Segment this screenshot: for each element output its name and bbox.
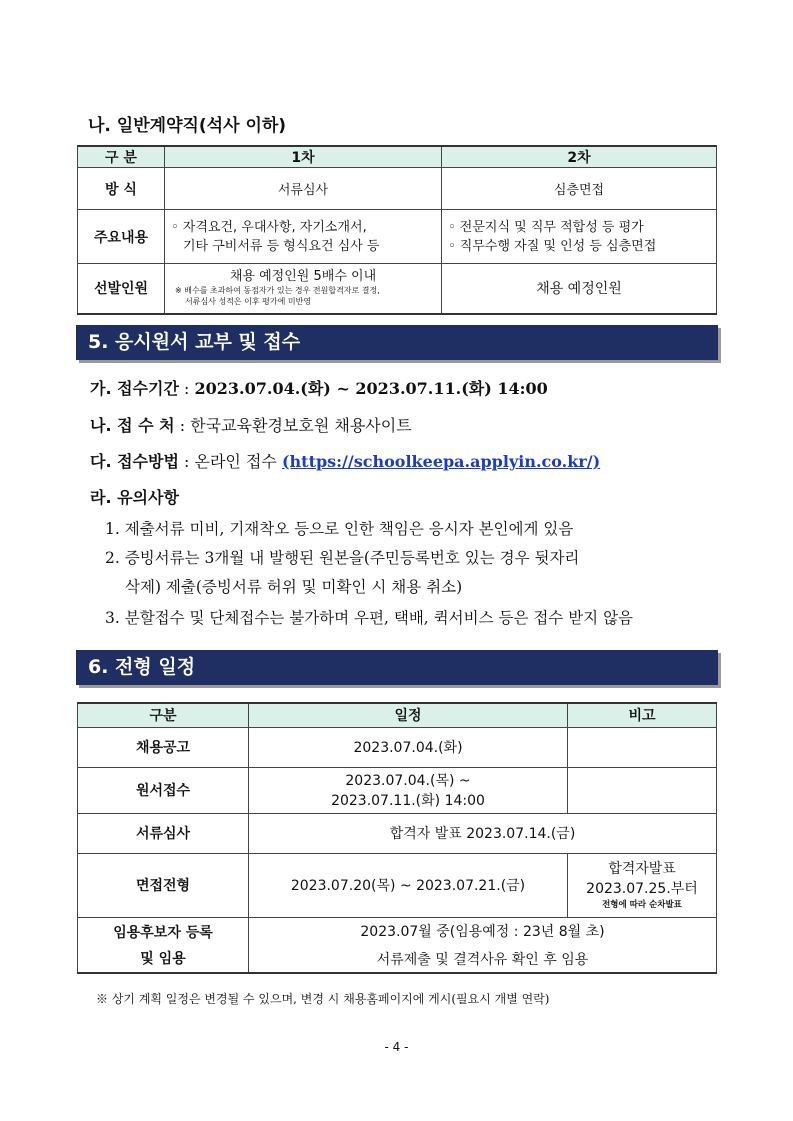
row-label: 원서접수 xyxy=(78,767,249,813)
section-banner-6: 6. 전형 일정 xyxy=(76,650,718,685)
section-heading: 나. 일반계약직(석사 이하) xyxy=(88,116,287,136)
row-label xyxy=(78,917,249,973)
row-label: 주요내용 xyxy=(78,210,165,264)
section-banner-5: 5. 응시원서 교부 및 접수 xyxy=(76,325,718,360)
apply-method-value: 온라인 접수 xyxy=(194,452,277,471)
table1-header: 1차 xyxy=(165,146,442,168)
table2-header: 구분 xyxy=(78,703,249,727)
note-item: 3. 분할접수 및 단체접수는 불가하며 우편, 택배, 퀵서비스 등은 접수 받지 않음 xyxy=(105,609,634,627)
cell-line: 2023.07.25.부터 xyxy=(586,881,698,897)
cell-line: 2023.07.04.(목) ~ xyxy=(345,773,471,789)
row-label: 선발인원 xyxy=(78,264,165,314)
cell-note: 서류심사 성적은 이후 평가에 미반영 xyxy=(185,297,312,307)
table-cell: 2023.07.20(목) ~ 2023.07.21.(금) xyxy=(249,853,568,917)
note-item: 삭제) 제출(증빙서류 허위 및 미확인 시 채용 취소) xyxy=(125,578,463,596)
table-cell xyxy=(568,727,717,767)
table-cell xyxy=(165,210,442,264)
schedule-table xyxy=(77,702,717,974)
apply-method: 다. 접수방법 : 온라인 접수 (https://schoolkeepa.applyin.co.kr/) xyxy=(90,452,601,471)
apply-place-label: 나. 접 수 처 xyxy=(90,416,175,435)
table-cell: 2023.07.04.(화) xyxy=(249,727,568,767)
apply-place-value: 한국교육환경보호원 채용사이트 xyxy=(190,416,412,435)
table-cell xyxy=(165,264,442,314)
cell-line: 2023.07월 중(임용예정 : 23년 8월 초) xyxy=(360,923,605,940)
apply-place: 나. 접 수 처 : 한국교육환경보호원 채용사이트 xyxy=(90,416,412,435)
notes-heading xyxy=(90,485,179,508)
cell-line: 서류제출 및 결격사유 확인 후 임용 xyxy=(376,951,589,968)
cell-line: 2023.07.11.(화) 14:00 xyxy=(331,793,485,809)
cell-line: 및 임용 xyxy=(140,950,186,967)
note-item: 2. 증빙서류는 3개월 내 발행된 원본을(주민등록번호 있는 경우 뒷자리 xyxy=(105,549,580,567)
cell-line: 합격자발표 xyxy=(608,861,676,877)
apply-period: 가. 접수기간 : 2023.07.04.(화) ~ 2023.07.11.(화) 14:00 xyxy=(90,379,548,398)
notes-heading-label: 라. 유의사항 xyxy=(90,488,179,507)
apply-period-label: 가. 접수기간 xyxy=(90,379,179,398)
row-label: 서류심사 xyxy=(78,813,249,853)
cell-note: 전형에 따라 순차발표 xyxy=(602,900,682,910)
table-cell xyxy=(568,853,717,917)
footnote: ※ 상기 계획 일정은 변경될 수 있으며, 변경 시 채용홈페이지에 게시(필요시 개별 연락) xyxy=(96,992,550,1006)
cell-line: 채용 예정인원 5배수 이내 xyxy=(229,269,377,285)
table1-header: 2차 xyxy=(442,146,717,168)
cell-line: ◦ 자격요건, 우대사항, 자기소개서, xyxy=(171,219,367,235)
cell-line: 임용후보자 등록 xyxy=(113,924,213,941)
selection-method-table xyxy=(77,145,717,315)
page-number: - 4 - xyxy=(384,1040,409,1054)
table-cell xyxy=(442,210,717,264)
table-cell: 서류심사 xyxy=(165,168,442,210)
table-cell xyxy=(249,917,717,973)
row-label: 방 식 xyxy=(78,168,165,210)
note-item: 1. 제출서류 미비, 기재착오 등으로 인한 책임은 응시자 본인에게 있음 xyxy=(105,520,574,538)
cell-line: ◦ 직무수행 자질 및 인성 등 심층면접 xyxy=(448,238,657,254)
table2-header: 비고 xyxy=(568,703,717,727)
apply-method-label: 다. 접수방법 xyxy=(90,452,179,471)
table1-header: 구 분 xyxy=(78,146,165,168)
row-label: 채용공고 xyxy=(78,727,249,767)
cell-line: 기타 구비서류 등 형식요건 심사 등 xyxy=(183,238,380,254)
table-cell: 채용 예정인원 xyxy=(442,264,717,314)
apply-period-value: 2023.07.04.(화) ~ 2023.07.11.(화) 14:00 xyxy=(194,379,548,398)
table2-header: 일정 xyxy=(249,703,568,727)
cell-line: ◦ 전문지식 및 직무 적합성 등 평가 xyxy=(448,219,644,235)
row-label: 면접전형 xyxy=(78,853,249,917)
table-cell: 심층면접 xyxy=(442,168,717,210)
apply-site-link[interactable]: (https://schoolkeepa.applyin.co.kr/) xyxy=(281,452,601,471)
table-cell xyxy=(249,767,568,813)
table-cell: 합격자 발표 2023.07.14.(금) xyxy=(249,813,717,853)
table-cell xyxy=(568,767,717,813)
cell-note: ※ 배수를 초과하여 동점자가 있는 경우 전원합격자로 결정, xyxy=(175,286,380,296)
